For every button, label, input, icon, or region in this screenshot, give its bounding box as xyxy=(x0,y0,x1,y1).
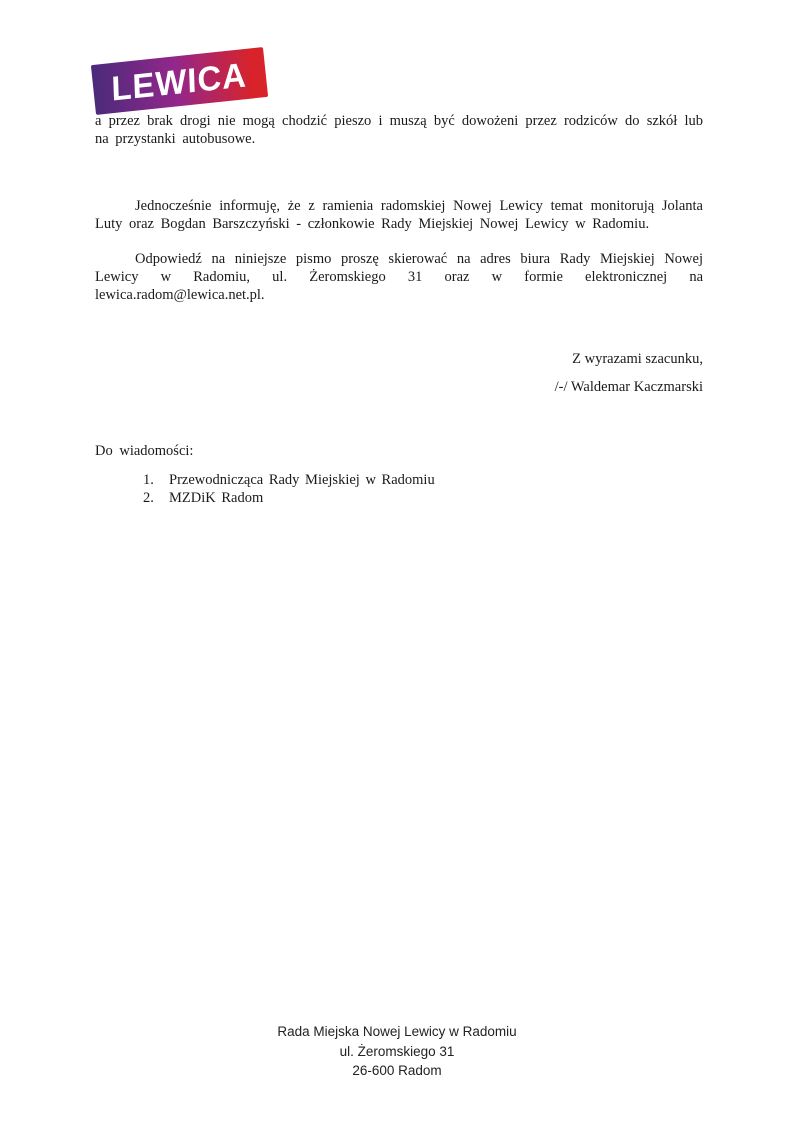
list-item xyxy=(143,489,435,507)
signature: /-/ Waldemar Kaczmarski xyxy=(554,379,703,395)
footer-street: ul. Żeromskiego 31 xyxy=(339,1043,455,1059)
closing-phrase: Z wyrazami szacunku, xyxy=(572,351,703,367)
list-item-number: 2. xyxy=(143,490,154,506)
footer-city: 26-600 Radom xyxy=(352,1063,442,1078)
footer-org-name: Rada Miejska Nowej Lewicy w Radomiu xyxy=(277,1024,517,1039)
paragraph-reply-address: Odpowiedź na niniejsze pismo proszę skierować na adres biura Rady Miejskiej Nowej Lewicy w Radomiu, ul. Żeromskiego 31 oraz w formie elektronicznej na lewica.radom@lewica.net.pl. xyxy=(95,251,703,303)
lewica-logo xyxy=(91,47,268,115)
list-item-label: MZDiK Radom xyxy=(169,490,264,506)
list-item xyxy=(143,471,435,489)
paragraph-monitoring: Jednocześnie informuję, że z ramienia radomskiej Nowej Lewicy temat monitorują Jolanta Luty oraz Bogdan Barszczyński - członkowie Rady Miejskiej Nowej Lewicy w Radomiu. xyxy=(95,198,703,232)
lewica-logo-text: LEWICA xyxy=(111,54,248,108)
list-item-label: Przewodnicząca Rady Miejskiej w Radomiu xyxy=(169,472,435,488)
list-item-number: 1. xyxy=(143,472,154,488)
footer-address xyxy=(0,1022,794,1081)
paragraph-continuation: a przez brak drogi nie mogą chodzić pieszo i muszą być dowożeni przez rodziców do szkół lub na przystanki autobusowe. xyxy=(95,113,703,147)
cc-list xyxy=(143,471,435,507)
cc-heading: Do wiadomości: xyxy=(95,443,194,459)
